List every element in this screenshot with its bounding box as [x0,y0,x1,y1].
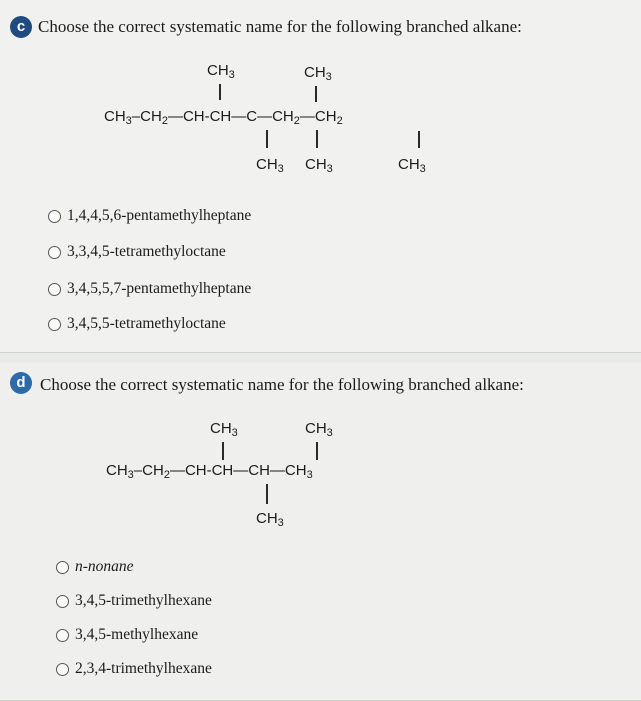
radio-icon[interactable] [48,318,61,331]
bond-line [222,442,224,460]
structure-d-main-chain: $CH_3-CH_2—CH-CH—CH—CH_3$ [106,462,313,481]
bond-line [316,130,318,148]
structure-c-bottom-ch3-3: $CH_3$ [398,156,426,175]
question-c-text: Choose the correct systematic name for the following branched alkane: [38,17,522,36]
part-d-badge: d [10,372,32,394]
structure-c-top-ch3-2: $CH_3$ [304,64,332,83]
radio-icon[interactable] [48,283,61,296]
option-d-4[interactable] [56,660,212,678]
part-c-badge: c [10,16,32,38]
option-label: n-nonane [75,558,134,575]
structure-d-bottom-ch3-1: $CH_3$ [256,510,284,529]
option-c-1[interactable] [48,207,251,225]
radio-icon[interactable] [56,595,69,608]
option-c-3[interactable] [48,280,251,298]
option-label: 3,4,5,5-tetramethyloctane [67,315,226,332]
option-d-3[interactable] [56,626,198,644]
option-d-1[interactable] [56,558,134,576]
bond-line [315,86,317,102]
option-label: 3,4,5,5,7-pentamethylheptane [67,280,252,297]
option-c-4[interactable] [48,315,226,333]
radio-icon[interactable] [48,246,61,259]
bond-line [418,131,420,148]
structure-c-bottom-ch3-1: $CH_3$ [256,156,284,175]
question-d-text: Choose the correct systematic name for the following branched alkane: [40,375,524,394]
option-c-2[interactable] [48,243,226,261]
bond-line [266,484,268,504]
radio-icon[interactable] [56,561,69,574]
question-d-panel [0,362,641,701]
option-label: 1,4,4,5,6-pentamethylheptane [67,207,252,224]
option-label: 2,3,4-trimethylhexane [75,660,212,677]
option-label: 3,3,4,5-tetramethyloctane [67,243,226,260]
structure-d-top-ch3-2: $CH_3$ [305,420,333,439]
radio-icon[interactable] [56,663,69,676]
structure-d-top-ch3-1: $CH_3$ [210,420,238,439]
bond-line [316,442,318,460]
structure-c-top-ch3-1: $CH_3$ [207,62,235,81]
bond-line [219,84,221,100]
structure-c-bottom-ch3-2: $CH_3$ [305,156,333,175]
option-label: 3,4,5-trimethylhexane [75,592,212,609]
radio-icon[interactable] [48,210,61,223]
option-d-2[interactable] [56,592,212,610]
radio-icon[interactable] [56,629,69,642]
bond-line [266,130,268,148]
structure-c-main-chain: $CH_3-CH_2—CH-CH—C—CH_2—CH_2$ [104,108,343,127]
option-label: 3,4,5-methylhexane [75,626,199,643]
